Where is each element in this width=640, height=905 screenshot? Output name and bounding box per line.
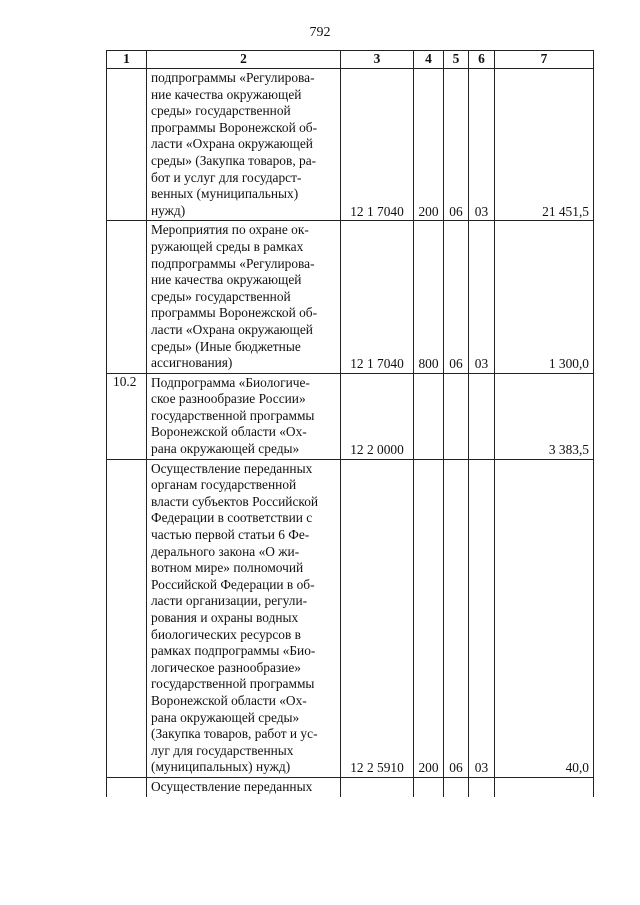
row-subsection [469,373,495,459]
table-row [107,373,594,459]
row-amount: 1 300,0 [495,221,594,373]
row-section: 06 [444,459,469,777]
table-row [107,777,594,796]
row-expense-type: 800 [414,221,444,373]
row-name: подпрограммы «Регулирова- ние качества окружающей среды» государственной программы Воронежской об- ласти «Охрана окружающей среды» (Закупка товаров, ра- бот и услуг для государст- венных (муниципальных) нужд) [147,69,341,221]
row-subsection [469,777,495,796]
budget-table [106,50,594,797]
row-number [107,69,147,221]
row-name: Осуществление переданных органам государственной власти субъектов Российской Федерации в соответствии с частью первой статьи 6 Фе- дерального закона «О жи- вотном мире» полномочий Российской Федерации в об- ласти организации, регули- рования и охраны водных биологических ресурсов в рамках подпрограммы «Био- логическое разнообразие» государственной программы Воронежской области «Ох- рана окружающей среды» (Закупка товаров, работ и ус- луг для государственных (муниципальных) нужд) [147,459,341,777]
row-number [107,777,147,796]
row-subsection: 03 [469,69,495,221]
row-expense-type [414,777,444,796]
row-target-code: 12 2 0000 [341,373,414,459]
row-section: 06 [444,221,469,373]
table-header-row [107,51,594,69]
table-row [107,221,594,373]
row-target-code: 12 2 5910 [341,459,414,777]
row-target-code [341,777,414,796]
row-section: 06 [444,69,469,221]
row-expense-type: 200 [414,459,444,777]
column-header: 5 [444,51,469,69]
column-header: 3 [341,51,414,69]
row-section [444,777,469,796]
row-amount: 3 383,5 [495,373,594,459]
row-number [107,221,147,373]
table-row [107,69,594,221]
row-expense-type: 200 [414,69,444,221]
row-number: 10.2 [107,373,147,459]
row-subsection: 03 [469,221,495,373]
column-header: 2 [147,51,341,69]
row-amount [495,777,594,796]
row-subsection: 03 [469,459,495,777]
row-target-code: 12 1 7040 [341,221,414,373]
row-number [107,459,147,777]
row-target-code: 12 1 7040 [341,69,414,221]
row-name: Осуществление переданных [147,777,341,796]
table-row [107,459,594,777]
row-name: Подпрограмма «Биологиче- ское разнообразие России» государственной программы Воронежской области «Ох- рана окружающей среды» [147,373,341,459]
row-amount: 21 451,5 [495,69,594,221]
column-header: 4 [414,51,444,69]
column-header: 7 [495,51,594,69]
row-name: Мероприятия по охране ок- ружающей среды в рамках подпрограммы «Регулирова- ние качества окружающей среды» государственной программы Воронежской об- ласти «Охрана окружающей среды» (Иные бюджетные ассигнования) [147,221,341,373]
row-section [444,373,469,459]
column-header: 1 [107,51,147,69]
row-expense-type [414,373,444,459]
page-number: 792 [309,25,331,40]
column-header: 6 [469,51,495,69]
row-amount: 40,0 [495,459,594,777]
